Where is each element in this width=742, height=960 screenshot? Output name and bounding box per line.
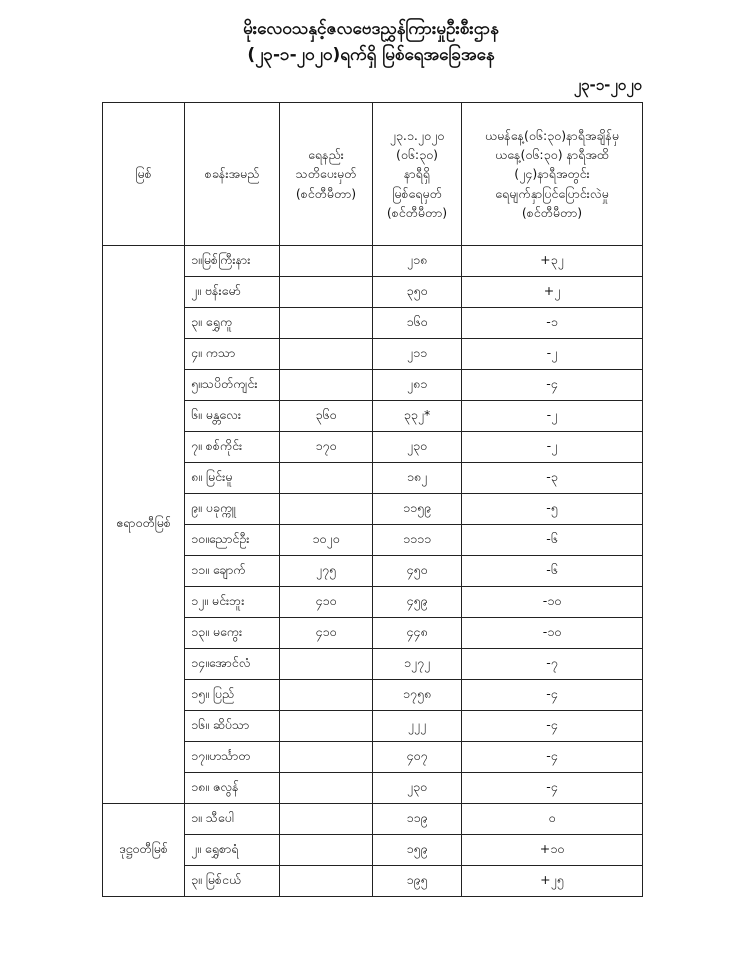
- column-header-warning-level: ရေနည်း သတိပေးမှတ် (စင်တီမီတာ): [280, 103, 373, 246]
- water-level-cell: ၄၀၇: [373, 742, 462, 773]
- river-name-cell: ဧရာဝတီမြစ်: [103, 246, 185, 804]
- warning-level-cell: [280, 835, 373, 866]
- station-cell: ၇။ စစ်ကိုင်း: [185, 432, 280, 463]
- water-level-cell: ၂၁၈: [373, 246, 462, 277]
- water-level-cell: ၁၇၅၈: [373, 680, 462, 711]
- level-change-cell: -၄: [462, 742, 643, 773]
- warning-level-cell: [280, 804, 373, 835]
- warning-level-cell: ၁၀၂၀: [280, 525, 373, 556]
- level-change-cell: -၆: [462, 525, 643, 556]
- level-change-cell: +၁၀: [462, 835, 643, 866]
- station-cell: ၁၂။ မင်းဘူး: [185, 587, 280, 618]
- water-level-cell: ၁၁၁၁: [373, 525, 462, 556]
- warning-level-cell: ၂၇၅: [280, 556, 373, 587]
- water-level-cell: ၁၆၀: [373, 308, 462, 339]
- warning-level-cell: ၁၇၀: [280, 432, 373, 463]
- station-cell: ၉။ ပခုက္ကူ: [185, 494, 280, 525]
- station-cell: ၁၈။ ဇလွန်: [185, 773, 280, 804]
- water-level-cell: ၄၅၉: [373, 587, 462, 618]
- level-change-cell: ၀: [462, 804, 643, 835]
- warning-level-cell: [280, 866, 373, 897]
- report-date: ၂၃-၁-၂၀၂၀: [573, 76, 642, 94]
- level-change-cell: -၁၀: [462, 618, 643, 649]
- warning-level-cell: [280, 339, 373, 370]
- warning-level-cell: [280, 463, 373, 494]
- station-cell: ၁၅။ ပြည်: [185, 680, 280, 711]
- station-cell: ၁၆။ ဆိပ်သာ: [185, 711, 280, 742]
- station-cell: ၁၇။ဟင်္သာတ: [185, 742, 280, 773]
- station-cell: ၆။ မန္တလေး: [185, 401, 280, 432]
- station-cell: ၂။ ဗန်းမော်: [185, 277, 280, 308]
- report-title: (၂၃-၁-၂၀၂၀)ရက်ရှိ မြစ်ရေအခြေအနေ: [247, 45, 495, 65]
- water-level-cell: ၁၉၅: [373, 866, 462, 897]
- column-header-water-level: ၂၃.၁.၂၀၂၀ (၀၆:၃၀) နာရီရှိ မြစ်ရေမှတ် (စင်တီမီတာ): [373, 103, 462, 246]
- station-cell: ၅။သပိတ်ကျင်း: [185, 370, 280, 401]
- warning-level-cell: [280, 494, 373, 525]
- water-level-cell: ၃၃၂*: [373, 401, 462, 432]
- column-header-24h-change: ယမန်နေ့(၀၆:၃၀)နာရီအချိန်မှ ယနေ့(၀၆:၃၀) နာရီအထိ (၂၄)နာရီအတွင်း ရေမျက်နှာပြင်ပြောင်းလဲမှု (စင်တီမီတာ): [462, 103, 643, 246]
- level-change-cell: +၂: [462, 277, 643, 308]
- station-cell: ၁၀။ညောင်ဦး: [185, 525, 280, 556]
- station-cell: ၃။ မြစ်ငယ်: [185, 866, 280, 897]
- column-header-river: မြစ်: [103, 103, 185, 246]
- warning-level-cell: [280, 370, 373, 401]
- warning-level-cell: [280, 308, 373, 339]
- station-cell: ၁၁။ ချောက်: [185, 556, 280, 587]
- table-row: [103, 804, 643, 835]
- water-level-cell: ၂၃၀: [373, 773, 462, 804]
- warning-level-cell: [280, 277, 373, 308]
- level-change-cell: -၆: [462, 556, 643, 587]
- water-level-cell: ၂၃၀: [373, 432, 462, 463]
- river-name-cell: ဒုဋ္ဌဝတီမြစ်: [103, 804, 185, 897]
- warning-level-cell: [280, 246, 373, 277]
- level-change-cell: -၇: [462, 649, 643, 680]
- warning-level-cell: ၄၁၀: [280, 587, 373, 618]
- warning-level-cell: [280, 742, 373, 773]
- water-level-cell: ၃၅၀: [373, 277, 462, 308]
- level-change-cell: -၂: [462, 339, 643, 370]
- level-change-cell: -၂: [462, 432, 643, 463]
- station-cell: ၁၄။အောင်လံ: [185, 649, 280, 680]
- level-change-cell: -၄: [462, 773, 643, 804]
- warning-level-cell: [280, 680, 373, 711]
- level-change-cell: -၄: [462, 370, 643, 401]
- level-change-cell: -၂: [462, 401, 643, 432]
- level-change-cell: -၄: [462, 680, 643, 711]
- station-cell: ၁။မြစ်ကြီးနား: [185, 246, 280, 277]
- water-level-cell: ၁၁၅၉: [373, 494, 462, 525]
- level-change-cell: -၄: [462, 711, 643, 742]
- level-change-cell: -၃: [462, 463, 643, 494]
- water-level-cell: ၄၅၀: [373, 556, 462, 587]
- level-change-cell: -၁၀: [462, 587, 643, 618]
- station-cell: ၂။ ရွှေစာရံ: [185, 835, 280, 866]
- table-body: [103, 246, 643, 897]
- table-header-row: [103, 103, 643, 246]
- agency-title: မိုးလေဝသနှင့်ဇလဗေဒညွှန်ကြားမှုဦးစီးဌာန: [243, 19, 499, 39]
- warning-level-cell: [280, 711, 373, 742]
- column-header-station: စခန်းအမည်: [185, 103, 280, 246]
- water-level-cell: ၁၅၉: [373, 835, 462, 866]
- level-change-cell: +၂၅: [462, 866, 643, 897]
- water-level-cell: ၁၂၇၂: [373, 649, 462, 680]
- level-change-cell: -၁: [462, 308, 643, 339]
- warning-level-cell: [280, 649, 373, 680]
- warning-level-cell: [280, 773, 373, 804]
- level-change-cell: -၅: [462, 494, 643, 525]
- water-level-cell: ၁၁၉: [373, 804, 462, 835]
- river-level-table: [102, 102, 643, 897]
- station-cell: ၁။ သီပေါ: [185, 804, 280, 835]
- station-cell: ၄။ ကသာ: [185, 339, 280, 370]
- table-row: [103, 246, 643, 277]
- station-cell: ၃။ ရွှေကူ: [185, 308, 280, 339]
- station-cell: ၈။ မြင်းမူ: [185, 463, 280, 494]
- station-cell: ၁၃။ မကွေး: [185, 618, 280, 649]
- water-level-cell: ၂၂၂: [373, 711, 462, 742]
- warning-level-cell: ၃၆၀: [280, 401, 373, 432]
- warning-level-cell: ၄၁၀: [280, 618, 373, 649]
- level-change-cell: +၃၂: [462, 246, 643, 277]
- water-level-cell: ၁၈၂: [373, 463, 462, 494]
- water-level-cell: ၄၄၈: [373, 618, 462, 649]
- water-level-cell: ၂၁၁: [373, 339, 462, 370]
- water-level-cell: ၂၈၁: [373, 370, 462, 401]
